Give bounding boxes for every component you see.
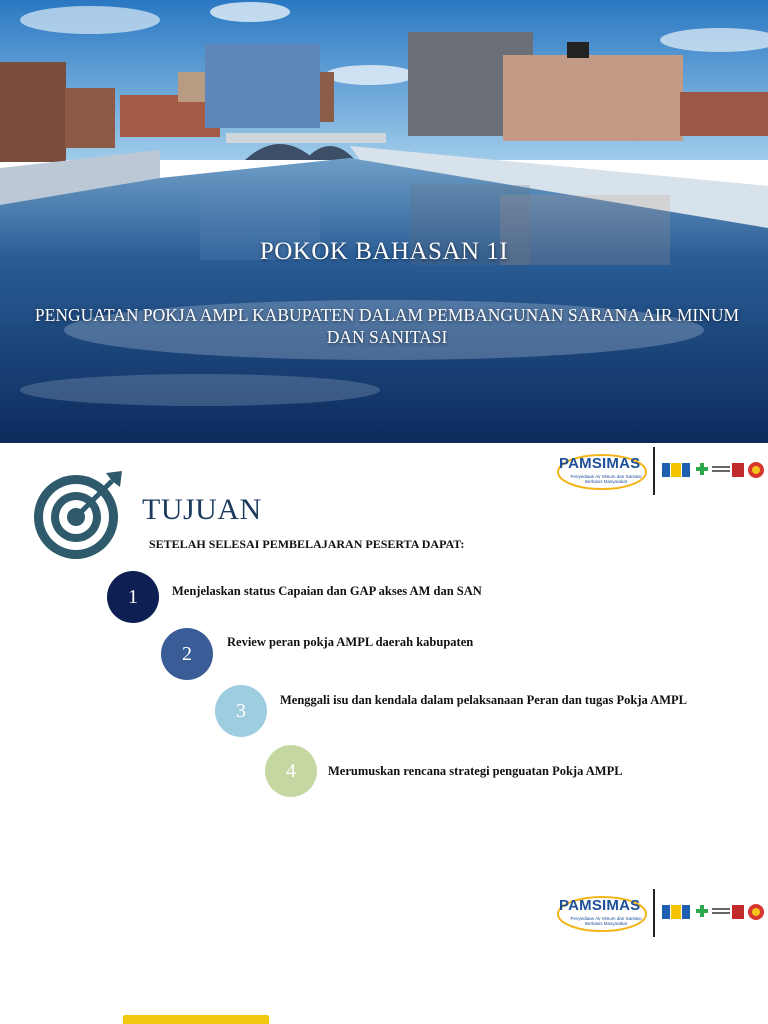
pamsimas-logo-text: PAMSIMAS xyxy=(559,897,641,914)
objective-item-2: Review peran pokja AMPL daerah kabupaten xyxy=(227,635,474,649)
ministry-logos-icon xyxy=(662,901,766,923)
step-number-2: 2 xyxy=(161,628,213,680)
city-river-photo xyxy=(0,0,768,443)
pamsimas-logo-text: PAMSIMAS xyxy=(559,455,641,472)
partner-logos-bottom xyxy=(556,889,766,941)
objectives-intro: SETELAH SELESAI PEMBELAJARAN PESERTA DAPAT: xyxy=(149,537,465,551)
objective-item-3: Menggali isu dan kendala dalam pelaksanaan Peran dan tugas Pokja AMPL xyxy=(280,693,688,707)
title-slide xyxy=(0,0,768,443)
step-number-1: 1 xyxy=(107,571,159,623)
partner-logos-top xyxy=(556,447,766,499)
step-number-3: 3 xyxy=(215,685,267,737)
step-number-4: 4 xyxy=(265,745,317,797)
ministry-logos-icon xyxy=(662,459,766,481)
slide-title: POKOK BAHASAN 1I xyxy=(259,238,509,265)
objective-item-1: Menjelaskan status Capaian dan GAP akses AM dan SAN xyxy=(172,584,482,598)
logo-divider xyxy=(653,447,655,495)
pamsimas-logo-tagline: Penyediaan Air Minum dan Sanitasi Berbasis Masyarakat xyxy=(570,474,642,484)
pamsimas-logo-tagline: Penyediaan Air Minum dan Sanitasi Berbasis Masyarakat xyxy=(570,916,642,926)
objective-item-4: Merumuskan rencana strategi penguatan Pokja AMPL xyxy=(328,764,623,778)
next-slide-accent-bar xyxy=(123,1015,269,1024)
slide-subtitle: PENGUATAN POKJA AMPL KABUPATEN DALAM PEMBANGUNAN SARANA AIR MINUM DAN SANITASI xyxy=(34,305,740,347)
objectives-slide xyxy=(0,443,768,1024)
logo-divider xyxy=(653,889,655,937)
target-icon xyxy=(32,469,124,561)
objectives-heading: TUJUAN xyxy=(142,493,262,526)
